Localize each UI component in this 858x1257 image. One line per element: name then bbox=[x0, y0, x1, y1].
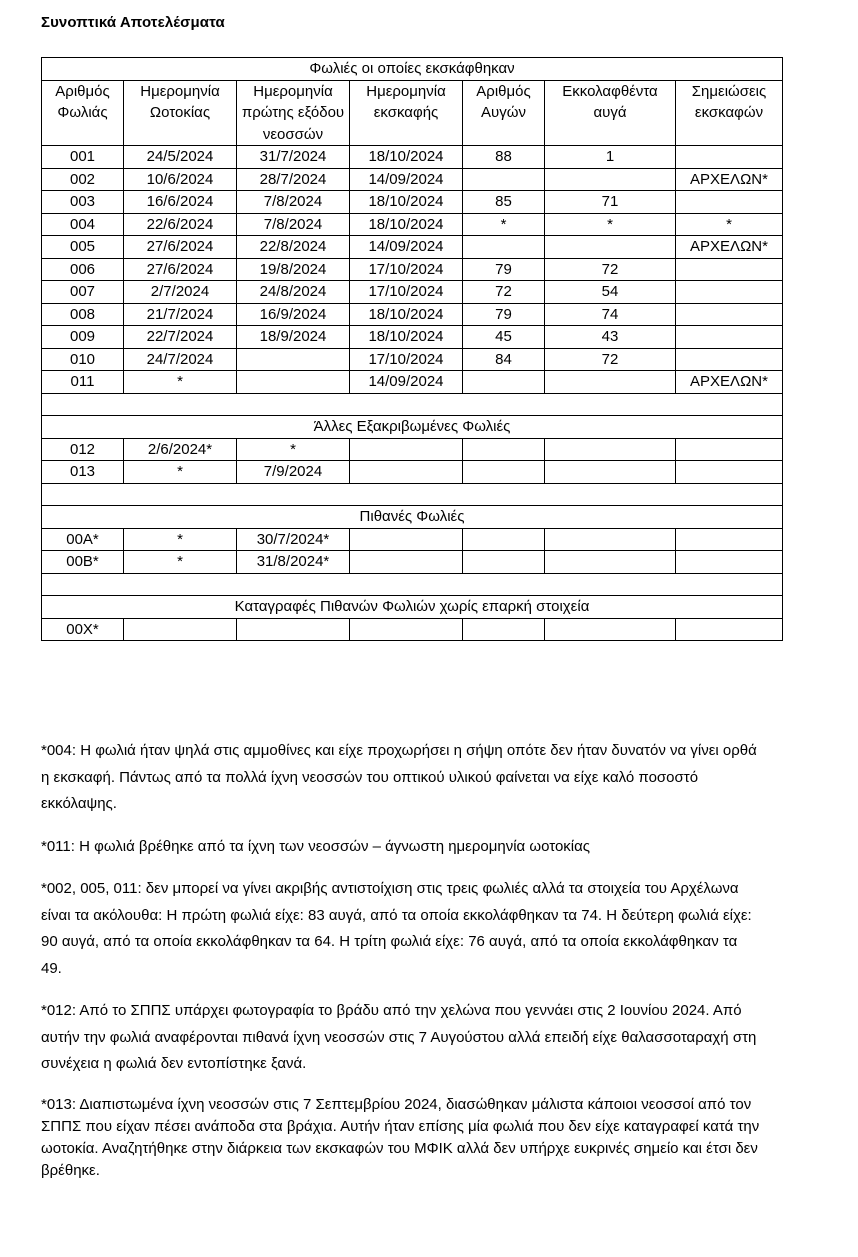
table-row bbox=[42, 371, 783, 394]
table-cell: 18/10/2024 bbox=[350, 213, 463, 236]
table-cell: * bbox=[237, 438, 350, 461]
table-cell bbox=[350, 528, 463, 551]
table-cell bbox=[676, 438, 783, 461]
table-cell: 7/8/2024 bbox=[237, 213, 350, 236]
table-cell: 14/09/2024 bbox=[350, 371, 463, 394]
spacer-row bbox=[42, 573, 783, 596]
table-cell: 14/09/2024 bbox=[350, 168, 463, 191]
column-header: Αριθμός Αυγών bbox=[463, 80, 545, 146]
table-row bbox=[42, 303, 783, 326]
table-cell: 54 bbox=[545, 281, 676, 304]
table-cell: 18/10/2024 bbox=[350, 303, 463, 326]
table-cell: 16/9/2024 bbox=[237, 303, 350, 326]
section-possible bbox=[42, 506, 783, 529]
section-heading: Άλλες Εξακριβωμένες Φωλιές bbox=[42, 416, 783, 439]
table-cell: 71 bbox=[545, 191, 676, 214]
table-cell: 16/6/2024 bbox=[124, 191, 237, 214]
table-cell: * bbox=[545, 213, 676, 236]
table-cell bbox=[676, 146, 783, 169]
footnote-011: *011: Η φωλιά βρέθηκε από τα ίχνη των νεοσσών – άγνωστη ημερομηνία ωοτοκίας bbox=[41, 837, 591, 855]
column-header: Ημερομηνία εκσκαφής bbox=[350, 80, 463, 146]
table-cell: 22/6/2024 bbox=[124, 213, 237, 236]
table-cell: * bbox=[676, 213, 783, 236]
table-cell: 72 bbox=[545, 348, 676, 371]
table-cell bbox=[463, 168, 545, 191]
table-cell: 006 bbox=[42, 258, 124, 281]
column-header: Αριθμός Φωλιάς bbox=[42, 80, 124, 146]
spacer-row bbox=[42, 483, 783, 506]
table-cell: * bbox=[463, 213, 545, 236]
table-cell: 17/10/2024 bbox=[350, 348, 463, 371]
table-cell: 72 bbox=[545, 258, 676, 281]
table-cell: 011 bbox=[42, 371, 124, 394]
table-cell bbox=[463, 371, 545, 394]
table-cell bbox=[676, 461, 783, 484]
column-header: Ημερομηνία Ωοτοκίας bbox=[124, 80, 237, 146]
footnote-004: *004: Η φωλιά ήταν ψηλά στις αμμοθίνες και είχε προχωρήσει η σήψη οπότε δεν ήταν δυνατόν να γίνει ορθά η εκσκαφή. Πάντως από τα πολλά ίχνη νεοσσών του οπτικού υλικού φαίνεται να είχε καλό ποσοστό εκκόλαψης. bbox=[41, 742, 757, 812]
table-cell: 7/9/2024 bbox=[237, 461, 350, 484]
table-cell bbox=[463, 551, 545, 574]
table-cell: * bbox=[124, 551, 237, 574]
table-cell bbox=[463, 438, 545, 461]
table-cell bbox=[545, 168, 676, 191]
table-cell: 45 bbox=[463, 326, 545, 349]
section-heading: Πιθανές Φωλιές bbox=[42, 506, 783, 529]
table-row bbox=[42, 191, 783, 214]
table-cell bbox=[676, 281, 783, 304]
table-cell bbox=[676, 303, 783, 326]
results-table bbox=[41, 57, 783, 641]
table-cell: 004 bbox=[42, 213, 124, 236]
section-other bbox=[42, 416, 783, 439]
table-cell: 17/10/2024 bbox=[350, 258, 463, 281]
table-cell bbox=[350, 438, 463, 461]
table-cell: 27/6/2024 bbox=[124, 258, 237, 281]
table-cell: 008 bbox=[42, 303, 124, 326]
table-cell: 74 bbox=[545, 303, 676, 326]
table-cell bbox=[350, 461, 463, 484]
table-cell: 002 bbox=[42, 168, 124, 191]
table-cell bbox=[463, 618, 545, 641]
table-cell bbox=[124, 618, 237, 641]
table-cell: 001 bbox=[42, 146, 124, 169]
page-title: Συνοπτικά Αποτελέσματα bbox=[41, 14, 225, 31]
table-row bbox=[42, 168, 783, 191]
footnote-013: *013: Διαπιστωμένα ίχνη νεοσσών στις 7 Σεπτεμβρίου 2024, διασώθηκαν μάλιστα κάποιοι νεοσσοί από τον ΣΠΠΣ που είχαν πέσει ανάποδα στα βράχια. Αυτήν ήταν επίσης μία φωλιά που δεν είχε καταγραφεί κατά την ωοτοκία. Αναζητήθηκε στην διάρκεια των εκσκαφών του ΜΦΙΚ αλλά δεν υπήρχε ευκρινές σημείο και έτσι δεν βρέθηκε. bbox=[41, 1095, 760, 1179]
table-cell bbox=[463, 528, 545, 551]
table-cell: 14/09/2024 bbox=[350, 236, 463, 259]
table-cell: * bbox=[124, 461, 237, 484]
table-row bbox=[42, 528, 783, 551]
table-cell: 84 bbox=[463, 348, 545, 371]
table-cell bbox=[676, 551, 783, 574]
table-cell: 79 bbox=[463, 303, 545, 326]
table-row bbox=[42, 281, 783, 304]
table-cell: 1 bbox=[545, 146, 676, 169]
table-cell: 43 bbox=[545, 326, 676, 349]
table-cell: 27/6/2024 bbox=[124, 236, 237, 259]
table-cell bbox=[463, 236, 545, 259]
table-cell: 85 bbox=[463, 191, 545, 214]
table-cell: 30/7/2024* bbox=[237, 528, 350, 551]
table-cell bbox=[545, 461, 676, 484]
footnote-012: *012: Από το ΣΠΠΣ υπάρχει φωτογραφία το βράδυ από την χελώνα που γεννάει στις 2 Ιουνίου 2024. Από αυτήν την φωλιά αναφέρονται πιθανά ίχνη νεοσσών στις 7 Αυγούστου αλλά επειδή είχε θαλασσοταραχή στη συνέχεια η φωλιά δεν εντοπίστηκε ξανά. bbox=[41, 1002, 757, 1072]
table-cell: 7/8/2024 bbox=[237, 191, 350, 214]
table-cell: 009 bbox=[42, 326, 124, 349]
table-cell bbox=[463, 461, 545, 484]
table-cell: 31/8/2024* bbox=[237, 551, 350, 574]
table-cell: 22/7/2024 bbox=[124, 326, 237, 349]
table-cell: 17/10/2024 bbox=[350, 281, 463, 304]
table-cell: 21/7/2024 bbox=[124, 303, 237, 326]
section-excavated bbox=[42, 58, 783, 81]
table-cell: 72 bbox=[463, 281, 545, 304]
table-cell: 005 bbox=[42, 236, 124, 259]
table-cell: 31/7/2024 bbox=[237, 146, 350, 169]
table-cell: ΑΡΧΕΛΩΝ* bbox=[676, 371, 783, 394]
table-row bbox=[42, 258, 783, 281]
table-cell: 28/7/2024 bbox=[237, 168, 350, 191]
table-row bbox=[42, 146, 783, 169]
table-cell: 2/7/2024 bbox=[124, 281, 237, 304]
column-header: Ημερομηνία πρώτης εξόδου νεοσσών bbox=[237, 80, 350, 146]
table-row bbox=[42, 348, 783, 371]
table-cell: 18/9/2024 bbox=[237, 326, 350, 349]
table-cell bbox=[676, 618, 783, 641]
table-cell: * bbox=[124, 528, 237, 551]
table-cell: 010 bbox=[42, 348, 124, 371]
table-cell bbox=[676, 326, 783, 349]
table-cell bbox=[350, 551, 463, 574]
table-cell bbox=[237, 348, 350, 371]
table-row bbox=[42, 461, 783, 484]
table-cell: 00Β* bbox=[42, 551, 124, 574]
table-row bbox=[42, 213, 783, 236]
table-cell: 007 bbox=[42, 281, 124, 304]
table-cell: 88 bbox=[463, 146, 545, 169]
section-insufficient bbox=[42, 596, 783, 619]
table-cell bbox=[676, 348, 783, 371]
table-cell bbox=[676, 528, 783, 551]
table-cell: 19/8/2024 bbox=[237, 258, 350, 281]
column-header: Σημειώσεις εκσκαφών bbox=[676, 80, 783, 146]
table-cell: ΑΡΧΕΛΩΝ* bbox=[676, 168, 783, 191]
table-row bbox=[42, 438, 783, 461]
column-header-row bbox=[42, 80, 783, 146]
table-cell bbox=[545, 618, 676, 641]
table-row bbox=[42, 236, 783, 259]
table-cell: 003 bbox=[42, 191, 124, 214]
table-row bbox=[42, 618, 783, 641]
spacer-row bbox=[42, 393, 783, 416]
table-cell bbox=[545, 551, 676, 574]
table-cell bbox=[545, 528, 676, 551]
footnote-002-005-011: *002, 005, 011: δεν μπορεί να γίνει ακριβής αντιστοίχιση στις τρεις φωλιές αλλά τα στοιχεία του Αρχέλωνα είναι τα ακόλουθα: Η πρώτη φωλιά είχε: 83 αυγά, από τα οποία εκκολάφθηκαν τα 74. Η δεύτερη φωλιά είχε: 90 αυγά, από τα οποία εκκολάφθηκαν τα 64. Η τρίτη φωλιά είχε: 76 αυγά, από τα οποία εκκολάφθηκαν τα 49. bbox=[41, 880, 752, 977]
table-cell: 24/5/2024 bbox=[124, 146, 237, 169]
table-row bbox=[42, 551, 783, 574]
spacer-cell bbox=[42, 483, 783, 506]
table-cell: 012 bbox=[42, 438, 124, 461]
table-cell: 24/7/2024 bbox=[124, 348, 237, 371]
table-cell: 013 bbox=[42, 461, 124, 484]
table-cell: 79 bbox=[463, 258, 545, 281]
table-cell bbox=[676, 191, 783, 214]
table-cell: 18/10/2024 bbox=[350, 191, 463, 214]
table-cell: * bbox=[124, 371, 237, 394]
footnotes bbox=[41, 738, 761, 1198]
table-cell bbox=[676, 258, 783, 281]
table-cell bbox=[350, 618, 463, 641]
table-cell bbox=[545, 371, 676, 394]
table-cell: 18/10/2024 bbox=[350, 146, 463, 169]
table-cell: 2/6/2024* bbox=[124, 438, 237, 461]
table-cell: 10/6/2024 bbox=[124, 168, 237, 191]
column-header: Εκκολαφθέντα αυγά bbox=[545, 80, 676, 146]
section-heading: Καταγραφές Πιθανών Φωλιών χωρίς επαρκή στοιχεία bbox=[42, 596, 783, 619]
table-cell: 24/8/2024 bbox=[237, 281, 350, 304]
table-cell bbox=[545, 236, 676, 259]
table-cell: 00Α* bbox=[42, 528, 124, 551]
table-cell: 00Χ* bbox=[42, 618, 124, 641]
spacer-cell bbox=[42, 393, 783, 416]
table-cell: 22/8/2024 bbox=[237, 236, 350, 259]
table-cell bbox=[545, 438, 676, 461]
table-cell bbox=[237, 371, 350, 394]
section-heading: Φωλιές οι οποίες εκσκάφθηκαν bbox=[42, 58, 783, 81]
table-cell bbox=[237, 618, 350, 641]
table-row bbox=[42, 326, 783, 349]
spacer-cell bbox=[42, 573, 783, 596]
table-cell: ΑΡΧΕΛΩΝ* bbox=[676, 236, 783, 259]
table-cell: 18/10/2024 bbox=[350, 326, 463, 349]
